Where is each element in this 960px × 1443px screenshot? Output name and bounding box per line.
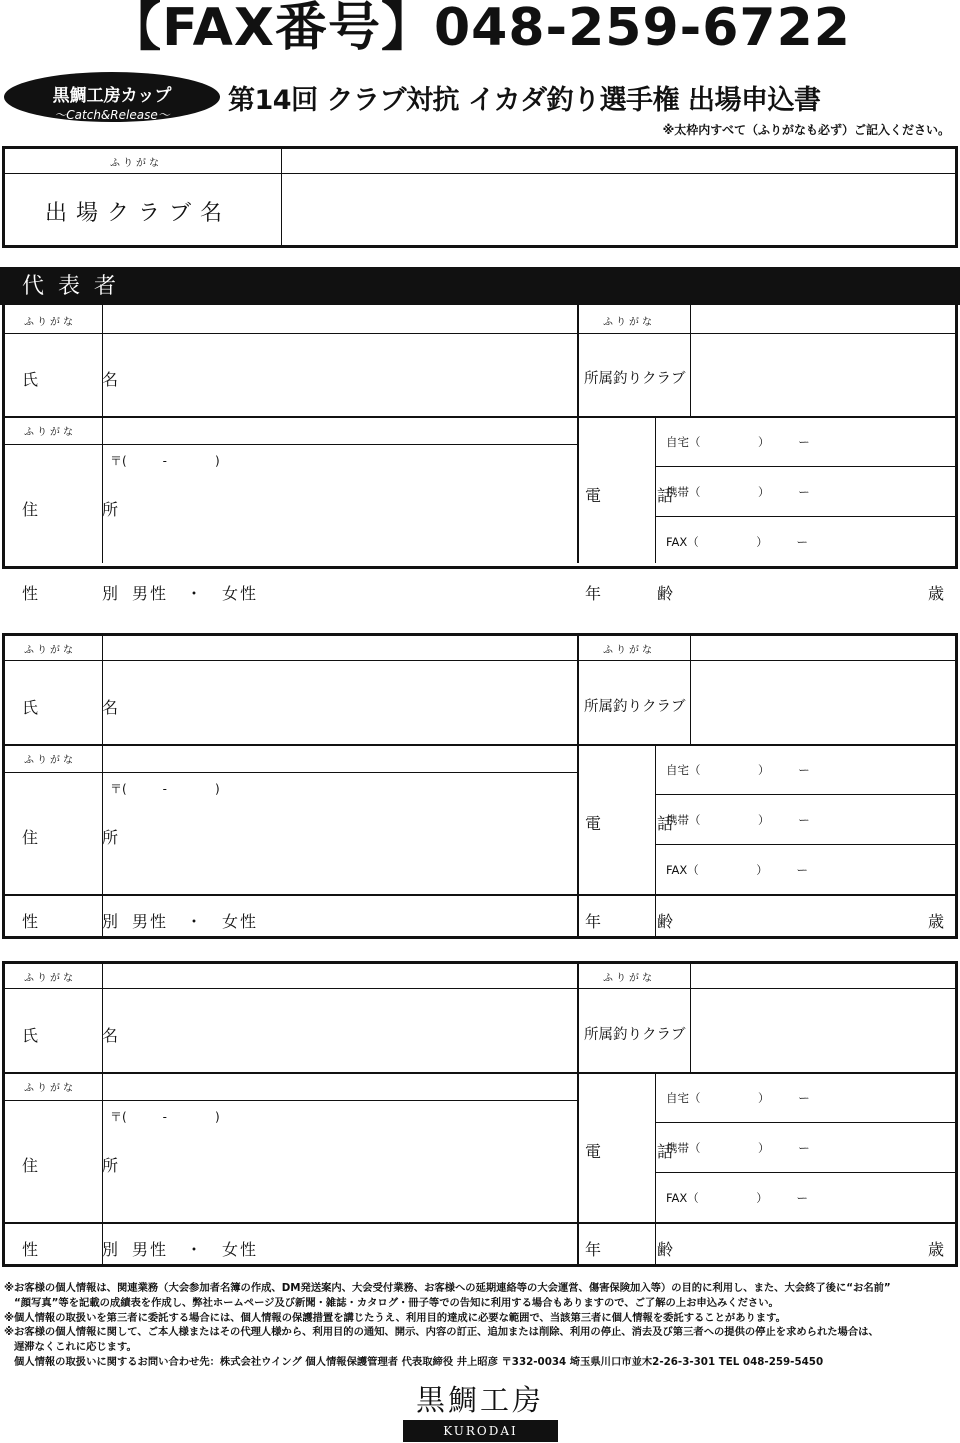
address-furigana-label: ふりがな bbox=[24, 427, 76, 438]
affiliated-club-label: 所属釣りクラブ bbox=[584, 699, 686, 715]
gender-options[interactable]: 男性 ・ 女性 bbox=[132, 584, 259, 603]
phone-home: 自宅（ ） ー bbox=[666, 1091, 810, 1105]
divider bbox=[4, 772, 577, 773]
divider bbox=[4, 988, 577, 989]
event-badge bbox=[4, 72, 220, 122]
representative-heading: 代表者 bbox=[0, 267, 960, 305]
club-name-label: 出場クラブ名 bbox=[45, 201, 232, 226]
badge-title: 黒鯛工房カップ bbox=[52, 86, 172, 106]
divider bbox=[4, 1072, 956, 1074]
note-line: 個人情報の取扱いに関するお問い合わせ先：株式会社ウイング 個人情報保護管理者 代表取締役 井上昭彦 〒332-0034 埼玉県川口市並木2-26-3-301 TEL 048-259-5450 bbox=[14, 1355, 824, 1368]
badge-subtitle: 〜Catch&Release〜 bbox=[54, 108, 170, 122]
address-field[interactable] bbox=[105, 1126, 575, 1220]
address-furigana-field[interactable] bbox=[105, 419, 575, 443]
divider bbox=[577, 305, 579, 563]
postal-code: 〒( - ) bbox=[110, 782, 220, 796]
phone-mobile: 携帯（ ） ー bbox=[666, 813, 810, 827]
divider bbox=[690, 961, 691, 1072]
age-field[interactable] bbox=[659, 898, 924, 938]
divider bbox=[579, 660, 956, 661]
name-field[interactable] bbox=[105, 336, 575, 414]
affiliated-club-label: 所属釣りクラブ bbox=[584, 371, 686, 387]
phone-fax: FAX（ ） ー bbox=[666, 535, 809, 549]
divider bbox=[577, 633, 579, 936]
age-unit: 歳 bbox=[928, 912, 945, 931]
name-furigana-label: ふりがな bbox=[24, 645, 76, 656]
postal-code: 〒( - ) bbox=[110, 1110, 220, 1124]
affiliated-club-label: 所属釣りクラブ bbox=[584, 1027, 686, 1043]
company-logo-text: KURODAI bbox=[403, 1420, 558, 1442]
age-field[interactable] bbox=[659, 1226, 924, 1266]
name-label: 氏 名 bbox=[22, 1026, 143, 1045]
club-furigana-field[interactable] bbox=[693, 963, 955, 987]
company-logo-kanji: 黒鯛工房 bbox=[415, 1383, 544, 1417]
phone-fax: FAX（ ） ー bbox=[666, 1191, 809, 1205]
note-line: ※お客様の個人情報に関して、ご本人様またはその代理人様から、利用目的の通知、開示、内容の訂正、追加または削除、利用の停止、消去及び第三者への提供の停止を求められた場合は、 bbox=[4, 1326, 879, 1339]
gender-options[interactable]: 男性 ・ 女性 bbox=[132, 912, 259, 931]
phone-label: 電 話 bbox=[585, 1142, 694, 1161]
divider bbox=[656, 794, 956, 795]
divider bbox=[281, 149, 282, 245]
age-unit: 歳 bbox=[928, 1240, 945, 1259]
divider bbox=[4, 744, 956, 746]
name-label: 氏 名 bbox=[22, 698, 143, 717]
divider bbox=[690, 633, 691, 744]
divider bbox=[656, 1122, 956, 1123]
divider bbox=[4, 444, 577, 445]
phone-label: 電 話 bbox=[585, 486, 694, 505]
phone-mobile: 携帯（ ） ー bbox=[666, 1141, 810, 1155]
age-unit: 歳 bbox=[928, 584, 945, 603]
divider bbox=[655, 744, 656, 936]
name-field[interactable] bbox=[105, 664, 575, 742]
club-furigana-field[interactable] bbox=[693, 635, 955, 659]
name-furigana-label: ふりがな bbox=[24, 973, 76, 984]
phone-home: 自宅（ ） ー bbox=[666, 435, 810, 449]
divider bbox=[102, 633, 103, 936]
divider bbox=[579, 333, 956, 334]
note-line: 遅滞なくこれに応じます。 bbox=[14, 1341, 137, 1354]
club-furigana-label: ふりがな bbox=[110, 158, 162, 169]
name-field[interactable] bbox=[105, 992, 575, 1070]
divider bbox=[690, 305, 691, 416]
divider bbox=[656, 844, 956, 845]
address-field[interactable] bbox=[105, 470, 575, 564]
age-label: 年 齢 bbox=[585, 912, 694, 931]
phone-home: 自宅（ ） ー bbox=[666, 763, 810, 777]
gender-options[interactable]: 男性 ・ 女性 bbox=[132, 1240, 259, 1259]
divider bbox=[656, 1172, 956, 1173]
club-field[interactable] bbox=[693, 992, 955, 1070]
postal-code: 〒( - ) bbox=[110, 454, 220, 468]
divider bbox=[656, 466, 956, 467]
divider bbox=[655, 1072, 656, 1264]
divider bbox=[656, 516, 956, 517]
phone-label: 電 話 bbox=[585, 814, 694, 833]
divider bbox=[4, 566, 956, 568]
divider bbox=[577, 961, 579, 1264]
phone-fax: FAX（ ） ー bbox=[666, 863, 809, 877]
divider bbox=[4, 416, 956, 418]
club-furigana-label: ふりがな bbox=[603, 317, 655, 328]
divider bbox=[4, 333, 577, 334]
privacy-notes bbox=[4, 1281, 956, 1370]
note-line: ※個人情報の取扱いを第三者に委託する場合には、個人情報の保護措置を講じたうえ、利用目的達成に必要な範囲で、当該第三者に個人情報を委託することがあります。 bbox=[4, 1311, 786, 1324]
address-furigana-field[interactable] bbox=[105, 1075, 575, 1099]
name-furigana-field[interactable] bbox=[105, 307, 575, 331]
club-furigana-label: ふりがな bbox=[603, 645, 655, 656]
club-furigana-field[interactable] bbox=[693, 307, 955, 331]
gender-label: 性 別 bbox=[22, 584, 143, 603]
club-furigana-field[interactable] bbox=[284, 150, 954, 172]
note-line: ※お客様の個人情報は、関連業務（大会参加者名簿の作成、DM発送案内、大会受付業務、お客様への延期連絡等の大会運営、傷害保険加入等）の目的に利用し、また、大会終了後に“お名前” bbox=[4, 1282, 891, 1294]
address-label: 住 所 bbox=[22, 500, 143, 519]
fax-number-heading: 【FAX番号】048-259-6722 bbox=[109, 0, 851, 58]
club-name-field[interactable] bbox=[284, 175, 954, 243]
age-label: 年 齢 bbox=[585, 1240, 694, 1259]
phone-mobile: 携帯（ ） ー bbox=[666, 485, 810, 499]
address-label: 住 所 bbox=[22, 1156, 143, 1175]
divider bbox=[579, 988, 956, 989]
divider bbox=[102, 305, 103, 563]
club-furigana-label: ふりがな bbox=[603, 973, 655, 984]
age-field[interactable] bbox=[659, 570, 924, 610]
address-furigana-field[interactable] bbox=[105, 747, 575, 771]
name-furigana-field[interactable] bbox=[105, 963, 575, 987]
form-title: 第14回 クラブ対抗 イカダ釣り選手権 出場申込書 bbox=[228, 85, 821, 116]
name-label: 氏 名 bbox=[22, 370, 143, 389]
divider bbox=[4, 894, 956, 896]
address-furigana-label: ふりがな bbox=[24, 1083, 76, 1094]
divider bbox=[4, 1222, 956, 1224]
form-note: ※太枠内すべて（ふりがなも必ず）ご記入ください。 bbox=[662, 123, 950, 137]
name-furigana-field[interactable] bbox=[105, 635, 575, 659]
club-field[interactable] bbox=[693, 336, 955, 414]
club-field[interactable] bbox=[693, 664, 955, 742]
address-furigana-label: ふりがな bbox=[24, 755, 76, 766]
divider bbox=[102, 961, 103, 1264]
age-label: 年 齢 bbox=[585, 584, 694, 603]
divider bbox=[4, 1100, 577, 1101]
divider bbox=[4, 173, 956, 174]
address-label: 住 所 bbox=[22, 828, 143, 847]
gender-label: 性 別 bbox=[22, 1240, 143, 1259]
gender-label: 性 別 bbox=[22, 912, 143, 931]
address-field[interactable] bbox=[105, 798, 575, 892]
note-line: “顔写真”等を記載の成績表を作成し、弊社ホームページ及び新聞・雑誌・カタログ・冊子等での告知に利用する場合もありますので、ご了解の上お申込みください。 bbox=[14, 1296, 779, 1309]
divider bbox=[4, 660, 577, 661]
name-furigana-label: ふりがな bbox=[24, 317, 76, 328]
